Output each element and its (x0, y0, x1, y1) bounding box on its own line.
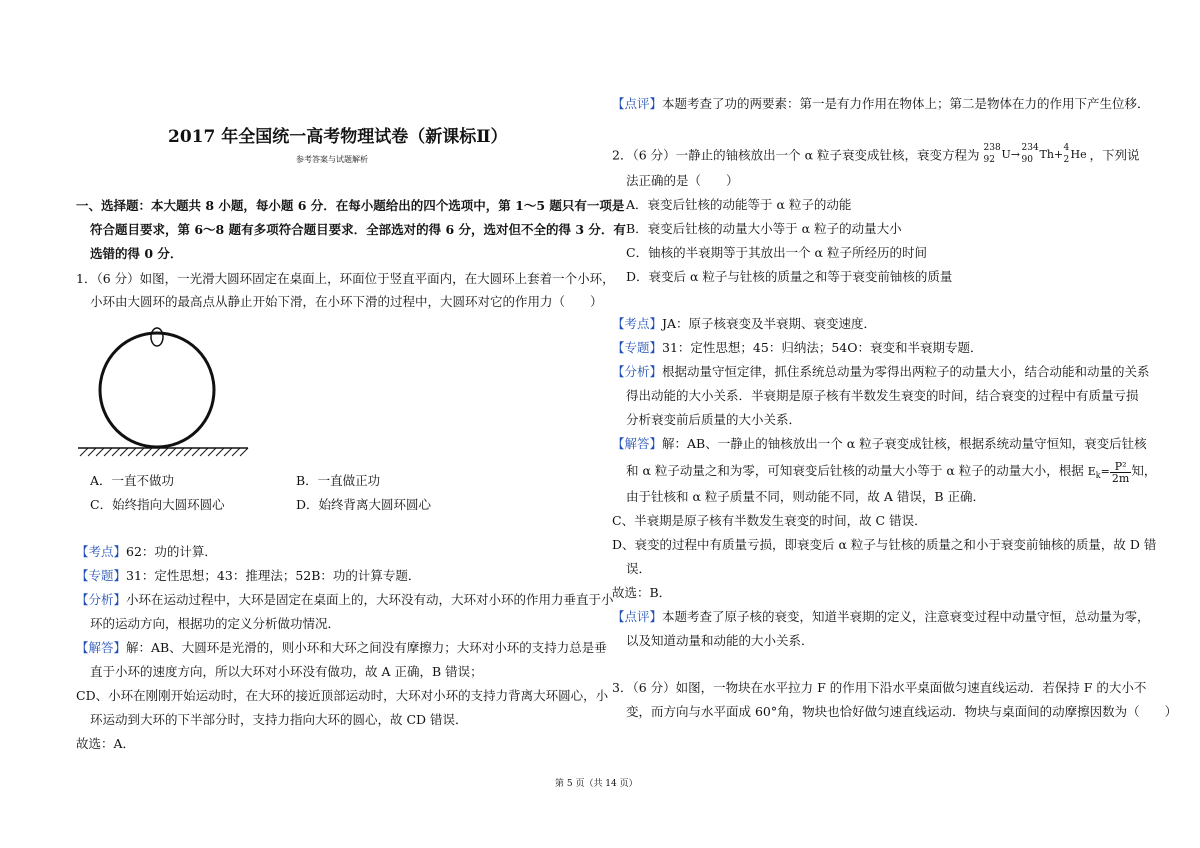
q2-d-line-2: 误． (626, 561, 652, 576)
q1-jieda (76, 640, 607, 656)
q2-zhuanti-text: 31：定性思想；45：归纳法；54O：衰变和半衰期专题． (662, 340, 983, 355)
q3-stem-line-1: 3．（6 分）如图，一物块在水平拉力 F 的作用下沿水平桌面做匀速直线运动．若保持 F 的大小不 (612, 680, 1147, 695)
q1-jieda-text: 解：AB、大圆环是光滑的，则小环和大环之间没有摩擦力；大环对小环的支持力总是垂 (126, 640, 607, 655)
q2-option-d: D．衰变后 α 粒子与钍核的质量之和等于衰变前铀核的质量 (626, 269, 953, 284)
q1-kaodian (76, 544, 217, 560)
q1-cd-line-2: 环运动到大环的下半部分时，支持力指向大环的圆心，故 CD 错误． (90, 712, 468, 727)
q2-dianping-text: 本题考查了原子核的衰变，知道半衰期的定义，注意衰变过程中动量守恒，总动量为零， (662, 609, 1150, 624)
q1-cd-line-1: CD、小环在刚刚开始运动时，在大环的接近顶部运动时，大环对小环的支持力背离大环圆心，小 (76, 688, 609, 703)
q2-jieda-line-2a: 和 α 粒子动量之和为零，可知衰变后钍核的动量大小等于 α 粒子的动量大小，根据 (626, 463, 1084, 478)
q2-kaodian (612, 316, 876, 332)
tag-dianping: 【点评】 (612, 96, 663, 111)
q2-jieda-line-2b: 知， (1131, 463, 1157, 478)
tag-kaodian: 【考点】 (612, 316, 663, 331)
q2-intro-after: ，下列说 (1089, 147, 1140, 163)
q2-fenxi-line-2: 得出动能的大小关系．半衰期是原子核有半数发生衰变的时间，结合衰变的过程中有质量亏损 (626, 388, 1139, 403)
q1-zhuanti-text: 31：定性思想；43：推理法；52B：功的计算专题． (126, 568, 421, 583)
q1-fenxi (76, 592, 614, 608)
q1-kaodian-text: 62：功的计算． (126, 544, 217, 559)
q2-option-a: A．衰变后钍核的动能等于 α 粒子的动能 (626, 197, 852, 212)
tag-fenxi: 【分析】 (76, 592, 127, 607)
q1-stem-line-2: 小环由大圆环的最高点从静止开始下滑，在小环下滑的过程中，大圆环对它的作用力（ ） (90, 294, 603, 309)
table-hatching (80, 448, 248, 456)
q1-fenxi-text: 小环在运动过程中，大环是固定在桌面上的，大环没有动，大环对小环的作用力垂直于小 (126, 592, 614, 607)
q2-fenxi (612, 364, 1150, 380)
q2-intro: 2．（6 分）一静止的铀核放出一个 α 粒子衰变成钍核，衰变方程为 (612, 147, 980, 163)
tag-zhuanti: 【专题】 (612, 340, 663, 355)
q2-fenxi-text: 根据动量守恒定律，抓住系统总动量为零得出两粒子的动量大小，结合动能和动量的关系 (662, 364, 1150, 379)
q2-dianping (612, 609, 1150, 625)
q1-option-b: B．一直做正功 (296, 473, 381, 488)
q1-dianping (612, 96, 1150, 112)
tag-jieda: 【解答】 (76, 640, 127, 655)
large-ring (100, 333, 214, 447)
q2-answer: 故选：B． (612, 585, 672, 600)
q2-dianping-line-2: 以及知道动量和动能的大小关系． (626, 633, 814, 648)
q1-jieda-line-2: 直于小环的速度方向，所以大环对小环没有做功，故 A 正确，B 错误； (90, 664, 483, 679)
q1-zhuanti (76, 568, 420, 584)
helium-nuclide: 4 2 He (1063, 143, 1087, 165)
q2-jieda (612, 436, 1147, 452)
q2-zhuanti (612, 340, 982, 356)
page-title: 2017 年全国统一高考物理试卷（新课标Ⅱ） (168, 127, 508, 147)
page-footer-number: 第 5 页（共 14 页） (555, 779, 638, 789)
uranium-nuclide: 238 92 U→ (983, 143, 1021, 165)
q1-option-a: A．一直不做功 (90, 473, 175, 488)
section-heading-line-1: 一、选择题：本大题共 8 小题，每小题 6 分．在每小题给出的四个选项中，第 1～5 题只有一项是 (76, 198, 625, 213)
q2-stem-line-2: 法正确的是（ ） (626, 173, 739, 188)
q3-stem-line-2: 变，而方向与水平面成 60°角，物块也恰好做匀速直线运动．物块与桌面间的动摩擦因数为（ ） (626, 704, 1178, 719)
tag-dianping: 【点评】 (612, 609, 663, 624)
q1-dianping-text: 本题考查了功的两要素：第一是有力作用在物体上；第二是物体在力的作用下产生位移． (662, 96, 1150, 111)
small-ring (151, 328, 163, 346)
decay-equation (983, 143, 1090, 165)
tag-jieda: 【解答】 (612, 436, 663, 451)
q2-stem-line-1 (612, 143, 1140, 166)
q2-jieda-text: 解：AB、一静止的铀核放出一个 α 粒子衰变成钍核，根据系统动量守恒知，衰变后钍核 (662, 436, 1147, 451)
tag-zhuanti: 【专题】 (76, 568, 127, 583)
q1-figure-ring-diagram (70, 320, 260, 465)
q2-option-b: B．衰变后钍核的动量大小等于 α 粒子的动量大小 (626, 221, 902, 236)
q2-jieda-line-3: 由于钍核和 α 粒子质量不同，则动能不同，故 A 错误，B 正确． (626, 489, 986, 504)
q1-answer: 故选：A． (76, 736, 136, 751)
tag-kaodian: 【考点】 (76, 544, 127, 559)
kinetic-energy-formula: $E_k=$ $\frac{\text{P²}}{2m}$ (1087, 459, 1130, 485)
section-heading-line-3: 选错的得 0 分． (90, 246, 183, 261)
page-subtitle: 参考答案与试题解析 (296, 155, 368, 164)
q2-option-c: C．铀核的半衰期等于其放出一个 α 粒子所经历的时间 (626, 245, 927, 260)
q2-fenxi-line-3: 分析衰变前后质量的大小关系． (626, 412, 802, 427)
q2-kaodian-text: JA：原子核衰变及半衰期、衰变速度． (662, 316, 877, 331)
q2-c-line: C、半衰期是原子核有半数发生衰变的时间，故 C 错误． (612, 513, 927, 528)
q1-option-d: D．始终背离大圆环圆心 (296, 497, 432, 512)
tag-fenxi: 【分析】 (612, 364, 663, 379)
q1-fenxi-cont: 环的运动方向，根据功的定义分析做功情况． (90, 616, 341, 631)
q1-stem-line-1: 1．（6 分）如图，一光滑大圆环固定在桌面上，环面位于竖直平面内，在大圆环上套着一个小环， (76, 271, 615, 286)
thorium-nuclide: 234 90 Th+ (1021, 143, 1064, 165)
section-heading-line-2: 符合题目要求，第 6～8 题有多项符合题目要求．全部选对的得 6 分，选对但不全的得 3 分．有 (90, 222, 626, 237)
q2-d-line-1: D、衰变的过程中有质量亏损，即衰变后 α 粒子与钍核的质量之和小于衰变前铀核的质量，故 D 错 (612, 537, 1157, 552)
q2-jieda-line-2 (626, 458, 1156, 489)
q1-option-c: C．始终指向大圆环圆心 (90, 497, 225, 512)
